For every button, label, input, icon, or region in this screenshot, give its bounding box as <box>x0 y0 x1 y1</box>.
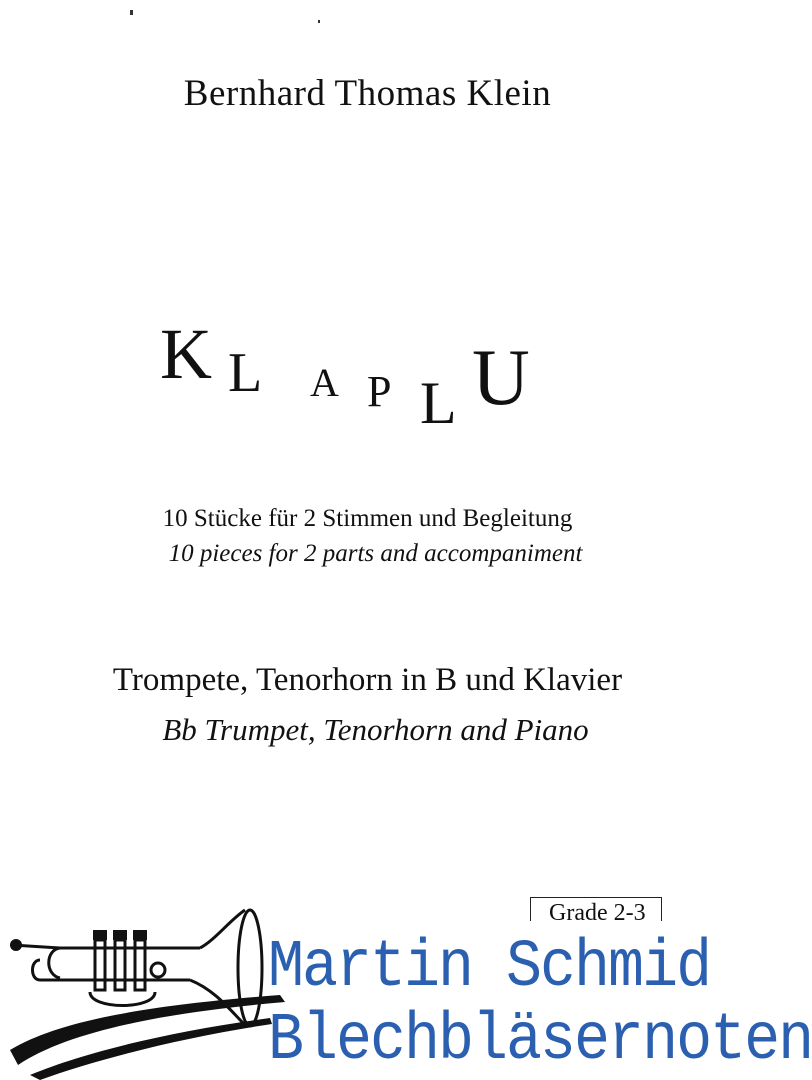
scan-speck <box>318 20 320 23</box>
subtitle-german: 10 Stücke für 2 Stimmen und Begleitung <box>162 505 573 532</box>
title-letter: A <box>310 360 339 405</box>
trumpet-icon <box>0 900 290 1080</box>
grade-box: Grade 2-3 <box>530 897 662 921</box>
publisher-name: Martin Schmid <box>268 930 711 1007</box>
instrumentation-english: Bb Trumpet, Tenorhorn and Piano <box>162 712 589 747</box>
publisher-tagline: Blechbläsernoten <box>268 1003 812 1080</box>
title-letter: L <box>420 370 457 436</box>
title-letter: U <box>472 334 530 422</box>
title-letter: K <box>160 314 212 394</box>
title-letter: P <box>367 367 392 416</box>
title-letter: L <box>228 342 263 404</box>
scan-speck <box>130 10 133 15</box>
composer-name: Bernhard Thomas Klein <box>183 73 552 114</box>
instrumentation-german: Trompete, Tenorhorn in B und Klavier <box>112 662 623 698</box>
subtitle-english: 10 pieces for 2 parts and accompaniment <box>168 540 583 567</box>
